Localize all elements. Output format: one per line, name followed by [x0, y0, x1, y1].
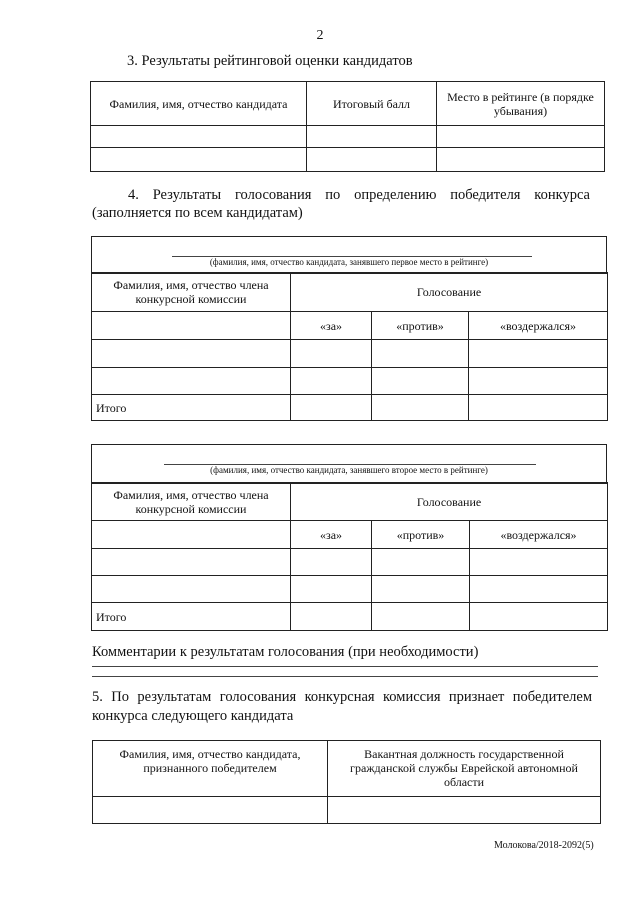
candidate-1-box: [91, 236, 607, 274]
candidate-2-caption: (фамилия, имя, отчество кандидата, занявшего второе место в рейтинге): [210, 465, 488, 475]
col-total-score: Итоговый балл: [307, 82, 437, 126]
table-row: [92, 576, 608, 603]
vote-against-header: «против»: [372, 521, 470, 549]
footer-reference: Молокова/2018-2092(5): [494, 840, 594, 851]
winner-table: [92, 740, 601, 824]
member-header: Фамилия, имя, отчество члена конкурсной комиссии: [92, 273, 291, 312]
section4-title-line2: (заполняется по всем кандидатам): [92, 205, 303, 221]
voting-header: Голосование: [291, 483, 608, 521]
table-row: [92, 368, 608, 395]
col-winner-name: Фамилия, имя, отчество кандидата, признанного победителем: [93, 741, 328, 797]
table-row: [91, 148, 605, 172]
table-row: [91, 126, 605, 148]
vote-for-header: «за»: [291, 312, 372, 340]
col-rating-place: Место в рейтинге (в порядке убывания): [437, 82, 605, 126]
candidate-1-caption: (фамилия, имя, отчество кандидата, занявшего первое место в рейтинге): [209, 257, 489, 267]
page-number: 2: [316, 28, 324, 43]
vote-abstain-header: «воздержался»: [469, 312, 608, 340]
candidate-2-box: [91, 444, 607, 484]
voting-table-2: [91, 482, 608, 631]
table-row: [92, 340, 608, 368]
vote-against-header: «против»: [372, 312, 469, 340]
vote-abstain-header: «воздержался»: [470, 521, 608, 549]
member-header: Фамилия, имя, отчество члена конкурсной комиссии: [92, 483, 291, 521]
total-label: Итого: [92, 603, 291, 631]
comments-line[interactable]: [92, 676, 598, 677]
table-row: [92, 549, 608, 576]
section3-title: 3. Результаты рейтинговой оценки кандидатов: [127, 53, 413, 69]
section5-title-line2: конкурса следующего кандидата: [92, 708, 294, 724]
comments-label: Комментарии к результатам голосования (при необходимости): [92, 644, 479, 660]
vote-for-header: «за»: [291, 521, 372, 549]
voting-header: Голосование: [291, 273, 608, 312]
section4-title-line1: 4. Результаты голосования по определению победителя конкурса: [128, 187, 590, 203]
col-vacant-position: Вакантная должность государственной гражданской службы Еврейской автономной области: [328, 741, 601, 797]
section5-title-line1: 5. По результатам голосования конкурсная комиссия признает победителем: [92, 689, 592, 705]
voting-table-1: [91, 272, 608, 421]
col-candidate-name: Фамилия, имя, отчество кандидата: [91, 82, 307, 126]
total-label: Итого: [92, 395, 291, 421]
rating-table: [90, 81, 605, 172]
comments-line[interactable]: [92, 666, 598, 667]
table-row: [93, 797, 601, 824]
